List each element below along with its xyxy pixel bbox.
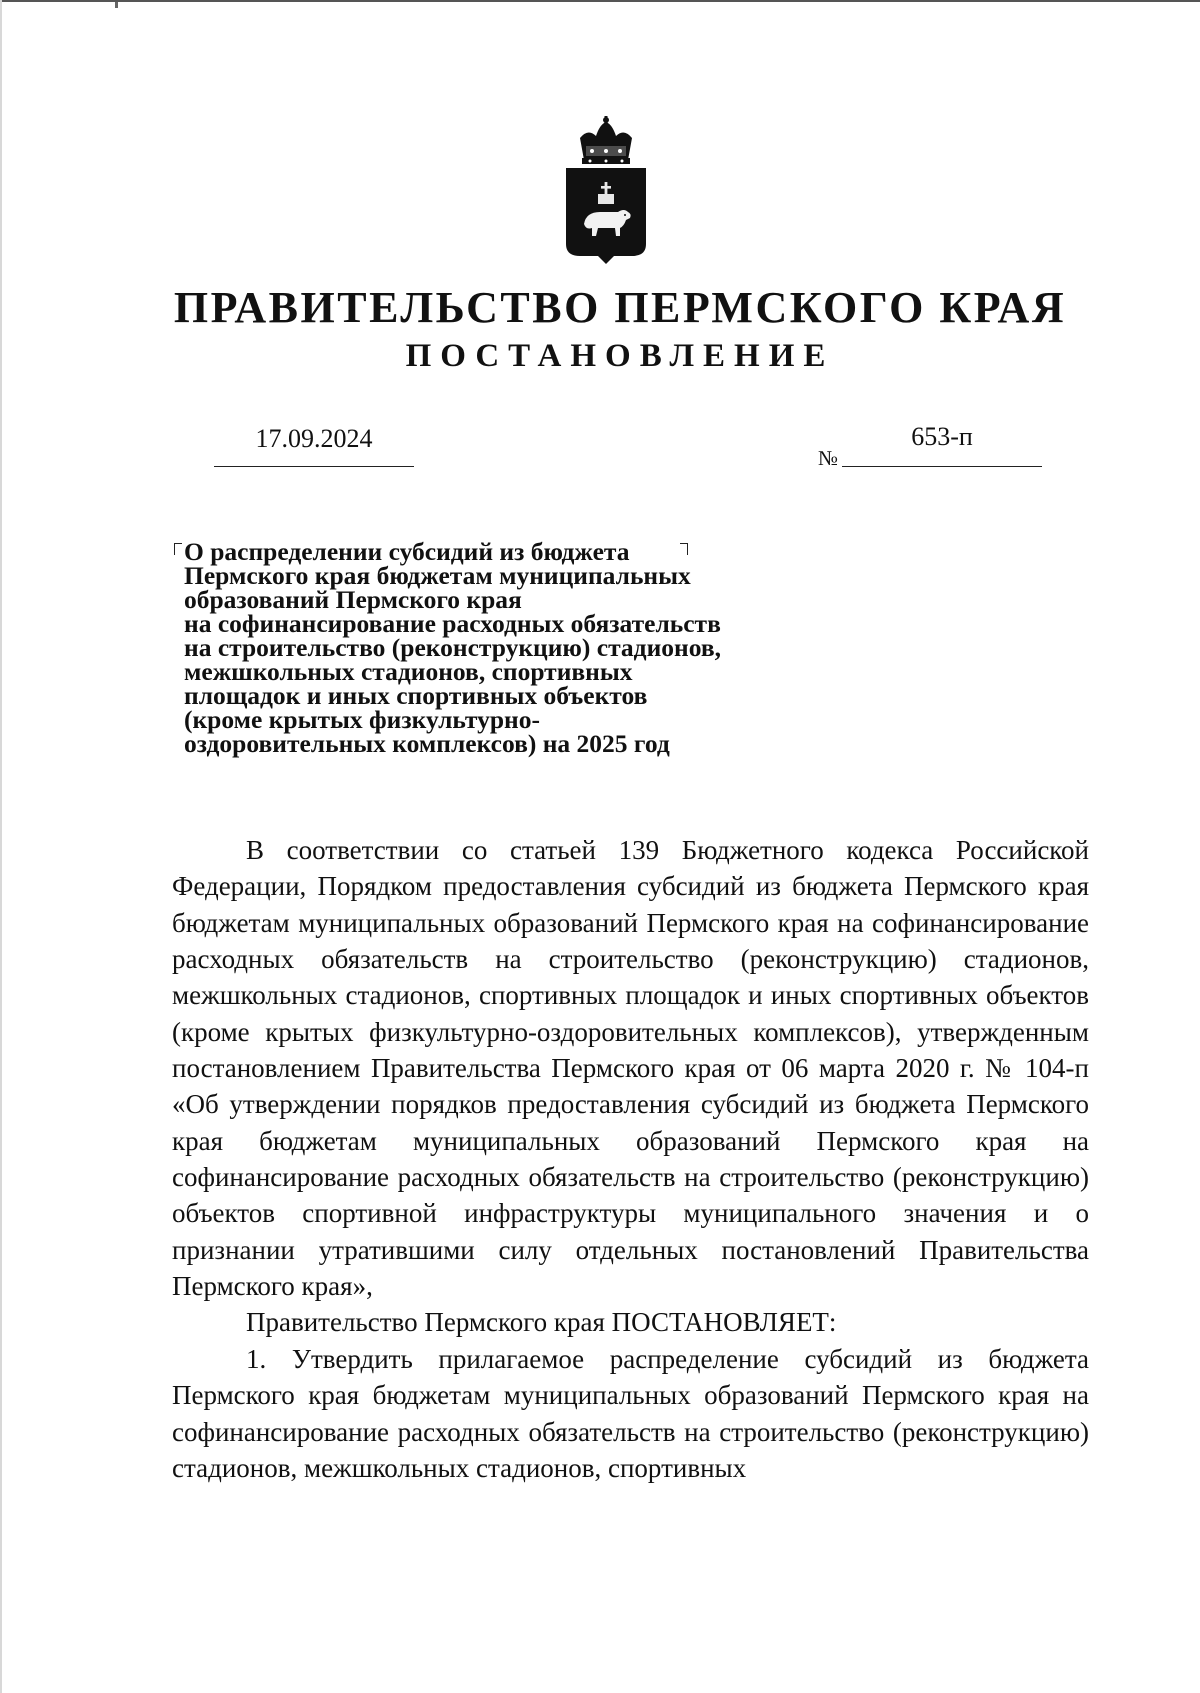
preamble-paragraph: В соответствии со статьей 139 Бюджетного кодекса Российской Федерации, Порядком предоставления субсидий из бюджета Пермского края бюджетам муниципальных образований Пермского края на софинансирование расходных обязательств на строительство (реконструкцию) стадионов, межшкольных стадионов, спортивных площадок и иных спортивных объектов (кроме крытых физкультурно-оздоровительных комплексов), утвержденным постановлением Правительства Пермского края от 06 марта 2020 г. № 104-п «Об утверждении порядков предоставления субсидий из бюджета Пермского края бюджетам муниципальных образований Пермского края на софинансирование расходных обязательств на строительство (реконструкцию) объектов спортивной инфраструктуры муниципального значения и о признании утратившими силу отдельных постановлений Правительства Пермского края», — [172, 835, 1089, 1302]
number-underline — [842, 466, 1042, 467]
number-sign: № — [818, 446, 839, 470]
subject-line: площадок и иных спортивных объектов — [184, 681, 648, 710]
document-number: 653-п — [911, 422, 973, 451]
subject-bracket-left — [174, 543, 182, 555]
scan-edge — [0, 0, 1200, 2]
subject-line: на строительство (реконструкцию) стадионов, — [184, 633, 721, 662]
document-body — [172, 832, 1089, 1486]
crown-icon — [580, 116, 632, 164]
subject-line: Пермского края бюджетам муниципальных — [184, 561, 691, 590]
document-subject — [184, 537, 824, 758]
date-underline — [214, 466, 414, 467]
coat-of-arms-emblem — [562, 116, 650, 266]
scan-mark — [115, 2, 118, 8]
subject-line: (кроме крытых физкультурно- — [184, 705, 540, 734]
resolves-paragraph: Правительство Пермского края ПОСТАНОВЛЯЕТ: — [246, 1307, 837, 1338]
scan-edge-left — [0, 0, 2, 1693]
subject-line: оздоровительных комплексов) на 2025 год — [184, 729, 670, 758]
organization-title: ПРАВИТЕЛЬСТВО ПЕРМСКОГО КРАЯ — [173, 283, 1067, 332]
subject-line: на софинансирование расходных обязательств — [184, 609, 721, 638]
item-1-paragraph: 1. Утвердить прилагаемое распределение субсидий из бюджета Пермского края бюджетам муниципальных образований Пермского края на софинансирование расходных обязательств на строительство (реконструкцию) стадионов, межшкольных стадионов, спортивных — [172, 1343, 1089, 1483]
subject-line: межшкольных стадионов, спортивных — [184, 657, 633, 686]
shield-icon — [566, 168, 646, 264]
subject-line: образований Пермского края — [184, 585, 522, 614]
document-date: 17.09.2024 — [255, 424, 373, 453]
subject-line: О распределении субсидий из бюджета — [184, 537, 630, 566]
document-type: ПОСТАНОВЛЕНИЕ — [405, 338, 835, 374]
